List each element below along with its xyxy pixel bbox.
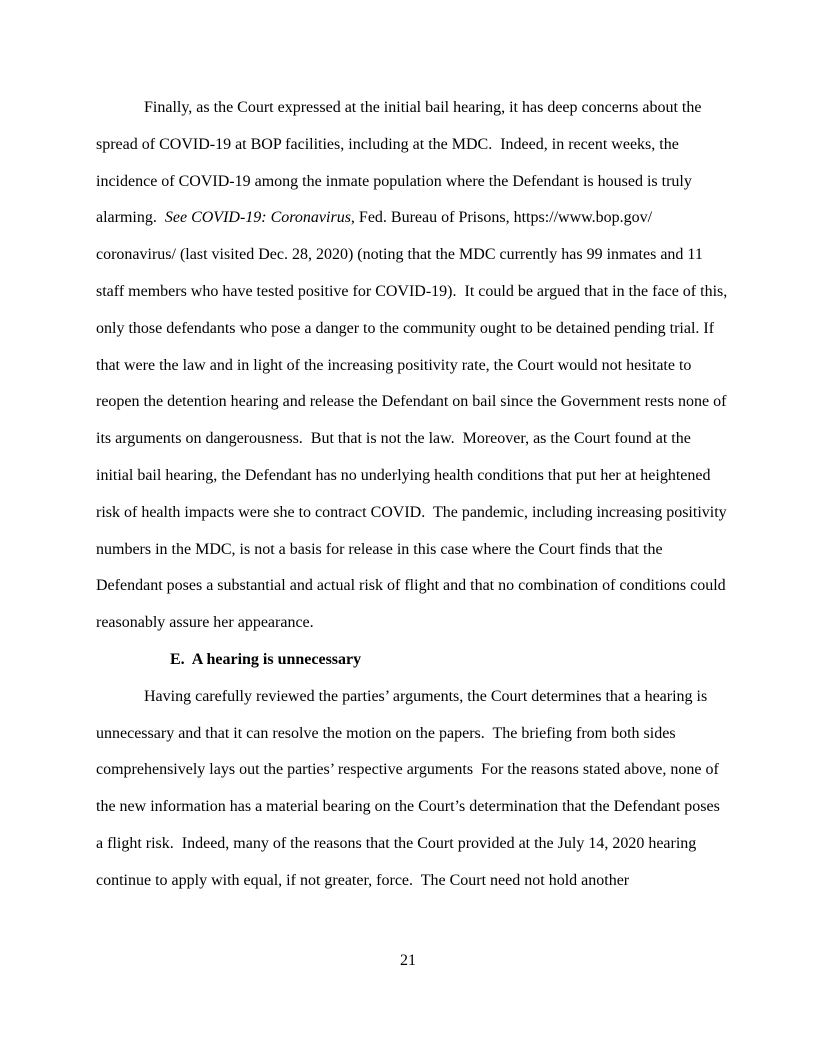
page-number: 21 [400, 952, 416, 969]
section-heading-e: E. A hearing is unnecessary [170, 650, 362, 668]
paragraph-covid-concerns [96, 90, 732, 642]
para1-text-lead: Finally, as the Court expressed at the initial bail hearing, it has deep concerns about the spread of COVID-19 at BOP facilities, including at the MDC. Indeed, in recent weeks, the incidence of COVID-19 among the inmate population where the Defendant is housed is truly alarming. [96, 99, 706, 227]
para1-text-rest: , Fed. Bureau of Prisons, https://www.bop.gov/ coronavirus/ (last visited Dec. 28, 2020) (noting that the MDC currently has 99 inmates and 11 staff members who have tested positive for COVID-19). It could be argued that in the face of this, only those defendants who pose a danger to the community ought to be detained pending trial. If that were the law and in light of the increasing positivity rate, the Court would not hesitate to reopen the detention hearing and release the Defendant on bail since the Government rests none of its arguments on dangerousness. But that is not the law. Moreover, as the Court found at the initial bail hearing, the Defendant has no underlying health conditions that put her at heightened risk of health impacts were she to contract COVID. The pandemic, including increasing positivity numbers in the MDC, is not a basis for release in this case where the Court finds that the Defendant poses a substantial and actual risk of flight and that no combination of conditions could reasonably assure her appearance. [96, 209, 732, 632]
para1-italic-citation: See COVID-19: Coronavirus [164, 209, 351, 227]
paragraph-hearing-unnecessary: Having carefully reviewed the parties’ arguments, the Court determines that a hearing is unnecessary and that it can resolve the motion on the papers. The briefing from both sides comprehensively lays out the parties’ respective arguments For the reasons stated above, none of the new information has a material bearing on the Court’s determination that the Defendant poses a flight risk. Indeed, many of the reasons that the Court provided at the July 14, 2020 hearing continue to apply with equal, if not greater, force. The Court need not hold another [96, 687, 724, 889]
document-body [96, 90, 732, 900]
